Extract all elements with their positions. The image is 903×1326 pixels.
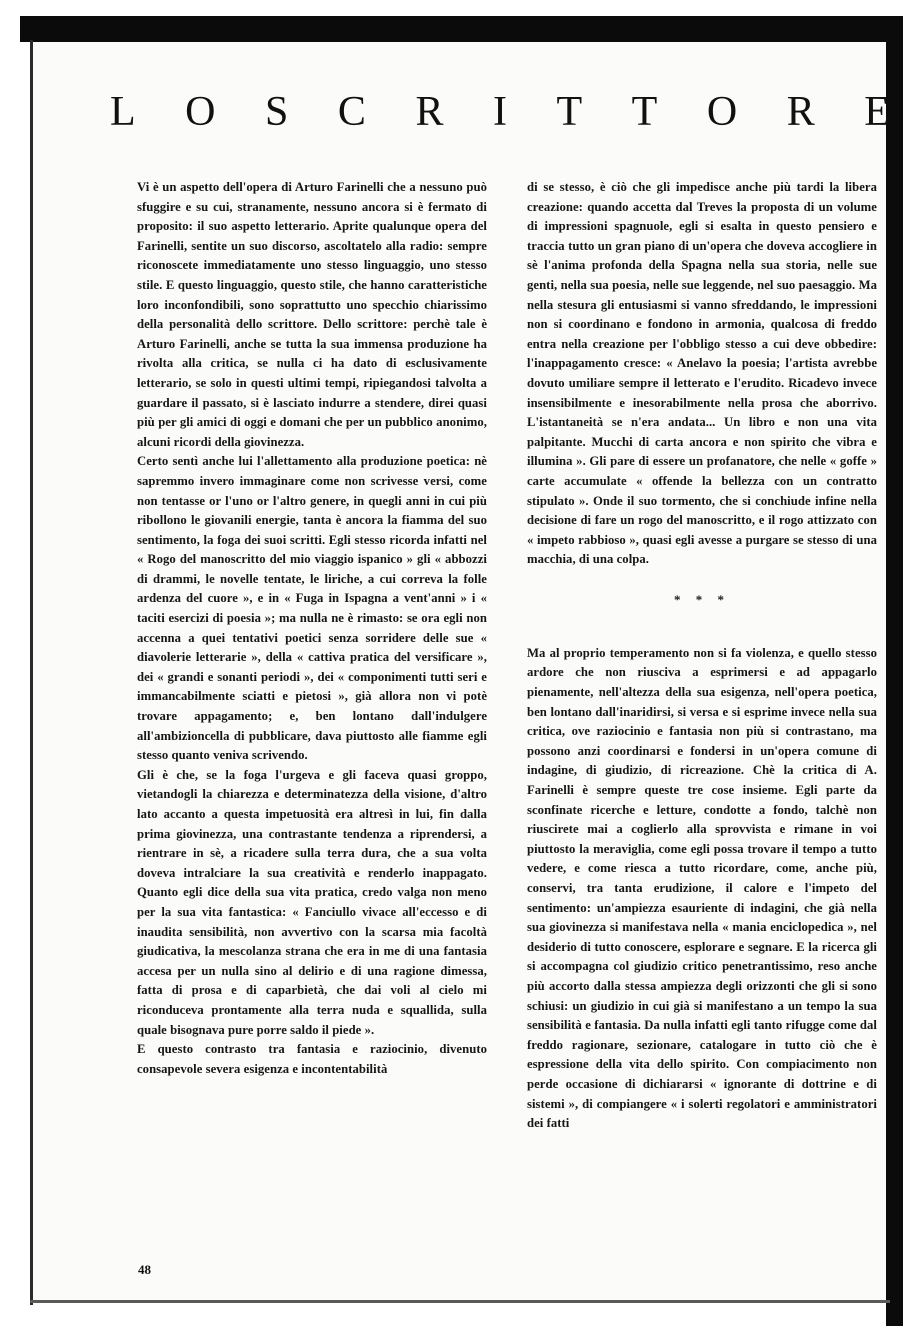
section-break-asterisks: * * * [674,591,730,607]
title-letter: I [492,89,507,135]
body-paragraph: Gli è che, se la foga l'urgeva e gli faceva quasi groppo, vietandogli la chiarezza e determinatezza della visione, d'altro lato accanto a questa impetuosità era altresì in lui, fin dalla prima giovinezza, una contrastante tendenza a riprendersi, a rientrare in sè, a ricadere sulla terra dura, che a sua volta doveva intralciare la sua creatività e renderlo inappagato. Quanto egli dice della sua vita pratica, credo valga non meno per la sua vita fantastica: « Fanciullo vivace all'eccesso e di inaudita sensibilità, non avvertivo con la scarsa mia facoltà giudicativa, la mescolanza strana che era in me di una fantasia accesa per un nulla sino al delirio e di una ragione dimessa, fatta di prosa e di caparbietà, che dai voli al cielo mi riconduceva prontamente alla terra nuda e squallida, sulla quale bisognava pure porre saldo il piede ». [137,767,487,1037]
scan-right-edge [886,40,903,1326]
title-letter: E [864,89,890,135]
scan-black-band [20,16,903,42]
title-letter: S [265,89,289,135]
title-letter: T [631,89,658,135]
title-letter: R [786,89,815,135]
right-text-column [527,178,877,1134]
title-letter: R [415,89,444,135]
left-text-column [137,178,487,1079]
title-letter: T [556,89,583,135]
scan-bottom-edge [30,1300,890,1303]
page-title [110,82,890,142]
body-paragraph: di se stesso, è ciò che gli impedisce anche più tardi la libera creazione: quando accetta dal Treves la proposta di un volume di impressioni spagnuole, egli si esalta in questo pensiero e traccia tutto un gran piano di un'opera che doveva accogliere in sè l'anima profonda della Spagna nella sua storia, nelle sue genti, nella sua poesia, nelle sue leggende, nel suo paesaggio. Ma nella stesura gli entusiasmi si vanno sfreddando, le impressioni non si coordinano e fondono in armonia, qualcosa di freddo entra nella creazione per l'obbligo stesso a cui deve obbedire: l'inappagamento cresce: « Anelavo la poesia; l'artista avrebbe dovuto umiliare sempre il letterato e l'erudito. Ricadevo invece insensibilmente e inesorabilmente nella prosa che aborrivo. L'istantaneità se n'era andata... Un libro e non una vita palpitante. Mucchi di carta ancora e non spirito che vibra e illumina ». Gli pare di essere un profanatore, che nelle « goffe » carte accumulate « offende la bellezza con un contratto stipulato ». Onde il suo tormento, che si conchiude infine nella decisione di fare un rogo del manoscritto, e il rogo attizzato con « impeto rabbioso », quasi egli avesse a purgare se stesso di una macchia, di una colpa. [527,180,877,567]
title-letter: L [110,89,136,135]
title-letter: O [185,89,216,135]
scan-border-top [0,0,903,14]
page-number: 48 [138,1262,151,1277]
title-letter: O [706,89,738,135]
body-paragraph: Certo sentì anche lui l'allettamento alla produzione poetica: nè sapremmo invero immaginare come non scrivesse versi, come non tentasse or l'uno or l'altro genere, in quegli anni in cui più ribollono le giovanili energie, tanta è ancora la fiamma del suo sentimento, la foga dei suoi scritti. Egli stesso ricorda infatti nel « Rogo del manoscritto del mio viaggio ispanico » gli « abbozzi di drammi, le novelle tentate, le liriche, a cui correva la folle ardenza del cuore », e in « Fuga in Ispagna a vent'anni » i « taciti esercizi di poesia »; ma nulla ne è rimasto: se ora egli non accenna a quei tentativi poetici senza sorridere delle sue « diavolerie letterarie », della « cattiva pratica del versificare », dei « grandi e sonanti periodi », dei « componimenti tutti seri e immancabilmente sciatti e pietosi », già allora non vi potè trovare appagamento; e, ben lontano dall'indulgere all'ambizioncella di pubblicare, dava piuttosto alle fiamme egli stesso quanto veniva scrivendo. [137,454,487,763]
title-letter: C [337,89,366,135]
body-paragraph: E questo contrasto tra fantasia e raziocinio, divenuto consapevole severa esigenza e incontentabilità [137,1042,487,1076]
body-paragraph: Ma al proprio temperamento non si fa violenza, e quello stesso ardore che non riusciva a esprimersi e ad appagarlo pienamente, nell'altezza della sua esigenza, nell'opera poetica, ben lontano dall'inaridirsi, si versa e si esprime invece nella sua critica, ove raziocinio e fantasia non più si contrastano, ma possono anzi coordinarsi e fondersi in un'opera comune di indagine, di giudizio, di ricreazione. Chè la critica di A. Farinelli è sempre queste tre cose insieme. Egli parte da sconfinate ricerche e letture, condotte a fondo, talchè non riuscirete mai a coglierlo alla sprovvista e rimane in voi piuttosto la meraviglia, come egli possa trovare il tempo a tutto vedere, e come riesca a tutto ricordare, come, anche più, conservi, tra tanta erudizione, il calore e l'impeto del sentimento: un'ampiezza esauriente di indagini, che già nella sua giovinezza si manifestava nella « mania enciclopedica », nel desiderio di tutto conoscere, esplorare e segnare. E la ricerca gli si accompagna col giudizio critico penetrantissimo, reso anche più accorto dalla stessa ampiezza degli orizzonti che gli si sono schiusi: un giudizio in cui già si manifestano a un tempo la sua sensibilità e fantasia. Da nulla infatti egli tanto rifugge come dal freddo ragionare, sezionare, catalogare in tutto ciò che è espressione della vita dello spirito. Con compiacimento non perde occasione di dichiararsi « ignorante di dottrine e di sistemi », di compiangere « i solerti regolatori e amministratori dei fatti [527,645,877,1131]
body-paragraph: Vi è un aspetto dell'opera di Arturo Farinelli che a nessuno può sfuggire e su cui, stranamente, nessuno ancora si è fermato di proposito: il suo aspetto letterario. Aprite qualunque opera del Farinelli, sentite un suo discorso, ascoltatelo alla radio: sempre riconoscete immediatamente uno stesso linguaggio, uno stesso stile. E questo linguaggio, questo stile, che hanno caratteristiche loro inconfondibili, sono soprattutto uno specchio chiarissimo della personalità dello scrittore. Dello scrittore: perchè tale è Arturo Farinelli, anche se tutta la sua immensa produzione ha rivolta alla critica, se nulla ci ha dato di esclusivamente letterario, se solo in questi ultimi tempi, ripiegandosi talvolta a guardare il passato, si è lasciato indurre a stendere, direi quasi più per gli amici di oggi e domani che per un pubblico anonimo, alcuni ricordi della giovinezza. [137,180,487,449]
